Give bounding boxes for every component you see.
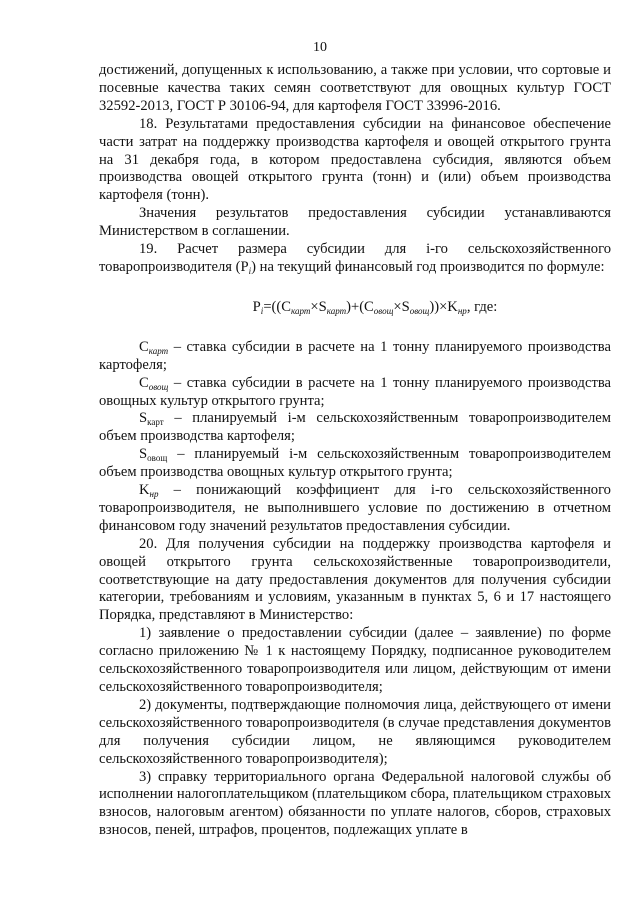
paragraph-19: [99, 241, 611, 277]
formula-sub-ovosh: овощ: [373, 305, 394, 316]
definition-s-ovosh: [99, 446, 611, 482]
definition-c-ovosh-text: – ставка субсидии в расчете на 1 тонну планируемого производства овощных культур открытого грунта;: [99, 374, 611, 409]
paragraph-continuation: достижений, допущенных к использованию, а также при условии, что сортовые и посевные качества таких семян соответствуют для овощных культур ГОСТ 32592-2013, ГОСТ Р 30106-94, для картофеля ГОСТ 33996-2016.: [99, 62, 611, 114]
symbol-sub-kart: карт: [148, 345, 169, 356]
list-item-2: 2) документы, подтверждающие полномочия лица, действующего от имени сельскохозяйственного товаропроизводителя (в случае представления документов для получения субсидии лицом, не являющимся руководителем сельскохозяйственного товаропроизводителя);: [99, 696, 611, 767]
definition-c-kart: [99, 339, 611, 375]
list-item-3: 3) справку территориального органа Федеральной налоговой службы об исполнении налогоплательщиком (плательщиком сбора, плательщиком страховых взносов, налоговым агентом) обязанности по уплате налогов, сборов, страховых взносов, пеней, штрафов, процентов, подлежащих уплате в: [99, 768, 611, 839]
paragraph-19-text-b: ) на текущий финансовый год производится по формуле:: [251, 258, 605, 275]
definition-s-kart-text: – планируемый i-м сельскохозяйственным товаропроизводителем объем производства картофеля;: [99, 410, 612, 445]
formula-part-1: =((C: [263, 298, 291, 315]
symbol-sub-ovosh: овощ: [148, 381, 169, 392]
body-text: [99, 62, 611, 840]
formula-sub-kart-2: карт: [326, 305, 347, 316]
paragraph-18: 18. Результатами предоставления субсидии на финансовое обеспечение части затрат на поддержку производства картофеля и овощей открытого грунта на 31 декабря года, в котором предоставлена субсидия, являются объем производства овощей открытого грунта (тонн) и (или) объем производства картофеля (тонн).: [99, 115, 611, 204]
formula-p: P: [252, 298, 261, 315]
paragraph-19-text-a: 19. Расчет размера субсидии для i-го сельскохозяйственного товаропроизводителя (P: [99, 241, 611, 275]
definition-s-kart: [99, 410, 611, 446]
formula-part-2: ×S: [310, 298, 327, 315]
definition-k: [99, 482, 611, 536]
paragraph-19-subscript: i: [248, 265, 252, 276]
symbol-c: C: [139, 374, 149, 391]
symbol-sub-ovosh: овощ: [147, 453, 168, 464]
formula-tail: , где:: [466, 298, 498, 315]
formula-part-3: )+(C: [346, 298, 374, 315]
formula-part-4: ×S: [393, 298, 410, 315]
formula-sub-kart: карт: [291, 305, 311, 316]
symbol-k: K: [139, 482, 150, 499]
definition-c-kart-text: – ставка субсидии в расчете на 1 тонну планируемого производства картофеля;: [99, 338, 611, 373]
formula-sub-np: нр: [457, 305, 467, 316]
formula: [99, 299, 611, 317]
symbol-sub-kart: карт: [147, 417, 164, 428]
formula-sub-ovosh-2: овощ: [409, 305, 430, 316]
definition-k-text: – понижающий коэффициент для i-го сельскохозяйственного товаропроизводителя, не выполнившего условие по достижению в отчетном финансовом году значений результатов предоставления субсидии.: [99, 482, 611, 534]
paragraph-20: 20. Для получения субсидии на поддержку производства картофеля и овощей открытого грунта сельскохозяйственные товаропроизводители, соответствующие на дату предоставления документов для получения субсидии категории, требованиям и условиям, указанным в пунктах 5, 6 и 17 настоящего Порядка, представляют в Министерство:: [99, 535, 611, 624]
symbol-s: S: [139, 446, 148, 463]
symbol-sub-np: нр: [149, 489, 159, 500]
symbol-s: S: [139, 410, 148, 427]
definition-c-ovosh: [99, 375, 611, 411]
formula-sub-i: i: [260, 305, 264, 316]
paragraph-18-values: Значения результатов предоставления субсидии устанавливаются Министерством в соглашении.: [99, 205, 611, 240]
symbol-c: C: [139, 338, 149, 355]
definition-s-ovosh-text: – планируемый i-м сельскохозяйственным товаропроизводителем объем производства овощных культур открытого грунта;: [99, 446, 612, 481]
list-item-1: 1) заявление о предоставлении субсидии (далее – заявление) по форме согласно приложению № 1 к настоящему Порядку, подписанное руководителем сельскохозяйственного товаропроизводителя или лицом, действующим от имени сельскохозяйственного товаропроизводителя;: [99, 625, 611, 695]
formula-part-5: ))×K: [429, 298, 458, 315]
page-number: 10: [313, 40, 327, 55]
